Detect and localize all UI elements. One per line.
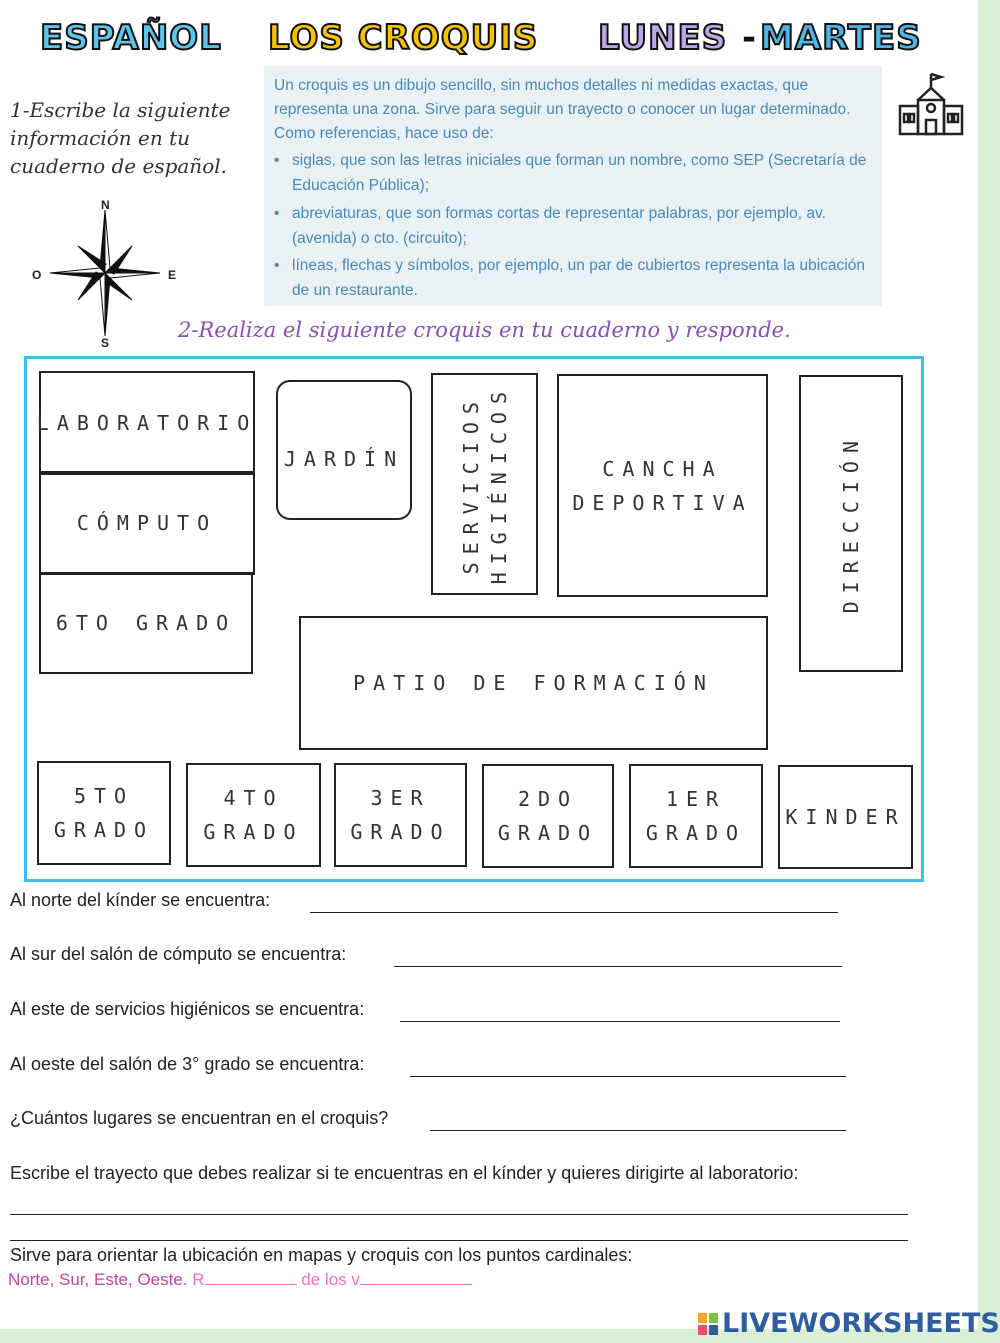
answer-line-4[interactable] <box>410 1076 846 1077</box>
info-intro: Un croquis es un dibujo sencillo, sin muchos detalles ni medidas exactas, que representa una zona. Sirve para seguir un trayecto o conocer un lugar determinado. Como referencias, hace uso de: <box>274 77 851 142</box>
room-label: 3ER GRADO <box>350 786 451 844</box>
logo-text: LIVEWORKSHEETS <box>722 1308 1000 1339</box>
compass-east-label: E <box>168 268 177 282</box>
room-3er-grado <box>334 763 467 867</box>
answer-line-3[interactable] <box>400 1021 840 1022</box>
question-3: Al este de servicios higiénicos se encuentra: <box>10 999 365 1019</box>
question-6: Escribe el trayecto que debes realizar si te encuentras en el kínder y quieres dirigirte al laboratorio: <box>10 1163 799 1183</box>
room-label: JARDÍN <box>283 447 405 471</box>
room-label: CÓMPUTO <box>76 511 218 535</box>
info-box <box>264 66 882 306</box>
title-separator: - <box>742 18 758 58</box>
compass-north-label: N <box>101 198 110 212</box>
room-2do-grado <box>482 764 614 868</box>
room-label: CANCHA DEPORTIVA <box>572 456 753 515</box>
room-label: 5TO GRADO <box>53 784 155 842</box>
room-label: SERVICIOS HIGIÉNICOS <box>458 383 511 585</box>
bullet-dot-icon: • <box>274 152 280 169</box>
room-1er-grado <box>629 764 763 868</box>
cardinal-list: Norte, Sur, Este, Oeste. <box>8 1270 188 1289</box>
compass-west-label: O <box>32 268 42 282</box>
question-4: Al oeste del salón de 3° grado se encuentra: <box>10 1054 365 1074</box>
answer-line-6a[interactable] <box>10 1214 908 1215</box>
room-label: KINDER <box>785 805 906 829</box>
page-border-right <box>978 0 1000 1343</box>
room-label: DIRECCIÓN <box>839 433 863 614</box>
cardinal-note: Sirve para orientar la ubicación en mapas y croquis con los puntos cardinales: <box>10 1245 633 1265</box>
room-label: 2DO GRADO <box>497 787 599 845</box>
bullet-dot-icon: • <box>274 205 280 222</box>
compass-south-label: S <box>101 336 110 350</box>
room-jardin <box>276 380 412 520</box>
instruction-1: 1-Escribe la siguiente información en tu cuaderno de español. <box>10 98 231 178</box>
cardinal-points <box>8 1270 472 1290</box>
liveworksheets-mark-icon <box>698 1313 718 1335</box>
room-kinder <box>778 765 913 869</box>
room-label: 4TO GRADO <box>203 786 304 844</box>
answer-line-6b[interactable] <box>10 1240 908 1241</box>
room-computo <box>39 471 255 575</box>
room-cancha-deportiva <box>557 374 768 597</box>
fill-blank-v[interactable] <box>360 1270 472 1285</box>
croquis-map <box>24 356 924 882</box>
room-5to-grado <box>37 761 171 865</box>
room-label: 1ER GRADO <box>645 787 747 845</box>
liveworksheets-logo <box>698 1308 1000 1339</box>
bullet-text: líneas, flechas y símbolos, por ejemplo, un par de cubiertos representa la ubicación de un restaurante. <box>292 257 865 299</box>
answer-line-2[interactable] <box>394 966 842 967</box>
fill-de-los-label: de los v <box>301 1270 360 1289</box>
room-servicios-higienicos <box>431 373 538 595</box>
title-martes: MARTES <box>760 18 922 58</box>
room-label: PATIO DE FORMACIÓN <box>353 671 714 695</box>
room-direccion <box>799 375 903 672</box>
bullet-text: abreviaturas, que son formas cortas de representar palabras, por ejemplo, av. (avenida) o cto. (circuito); <box>292 205 826 247</box>
bullet-text: siglas, que son las letras iniciales que forman un nombre, como SEP (Secretaría de Educación Pública); <box>292 152 867 194</box>
answer-line-1[interactable] <box>310 912 838 913</box>
room-6to-grado <box>39 572 253 674</box>
fill-r-label: R <box>192 1270 205 1289</box>
room-label: LABORATORIO <box>36 411 258 435</box>
question-2: Al sur del salón de cómputo se encuentra: <box>10 944 347 964</box>
room-4to-grado <box>186 763 321 867</box>
instruction-2: 2-Realiza el siguiente croquis en tu cuaderno y responde. <box>178 318 791 342</box>
patio-de-formacion <box>299 616 768 750</box>
room-label: 6TO GRADO <box>55 611 237 635</box>
bullet-dot-icon: • <box>274 257 280 274</box>
compass-star-icon <box>30 198 180 348</box>
school-building-icon <box>896 70 966 140</box>
title-los-croquis: LOS CROQUIS <box>268 18 539 58</box>
question-1: Al norte del kínder se encuentra: <box>10 890 271 910</box>
question-5: ¿Cuántos lugares se encuentran en el croquis? <box>10 1108 389 1128</box>
answer-line-5[interactable] <box>430 1130 846 1131</box>
title-lunes: LUNES <box>598 18 728 58</box>
room-laboratorio <box>36 371 258 475</box>
fill-blank-r[interactable] <box>205 1270 297 1285</box>
title-espanol: ESPAÑOL <box>40 18 222 58</box>
